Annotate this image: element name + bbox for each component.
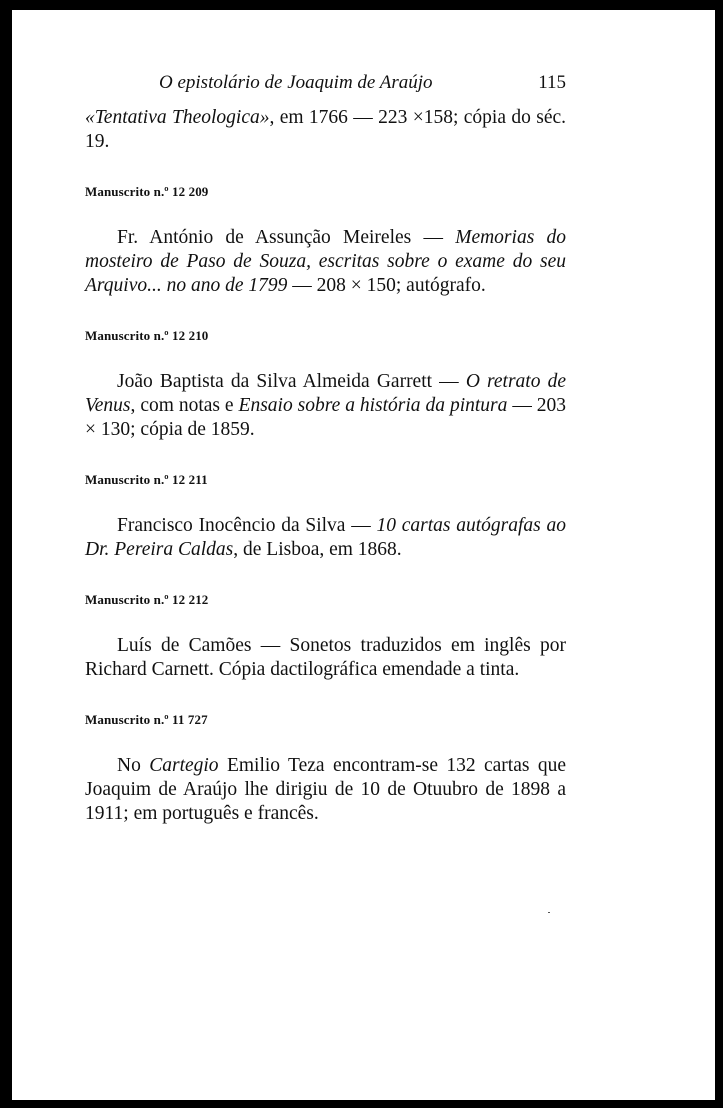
running-title: O epistolário de Joaquim de Araújo <box>159 72 433 93</box>
entry-paragraph-1 <box>85 226 566 298</box>
entry-paragraph-2 <box>85 370 566 442</box>
entry-2-seg-4: — 203 × 130; cópia de 1859. <box>85 395 567 440</box>
scan-speck <box>548 912 550 913</box>
entry-5-seg-2: Emilio Teza encontram-se 132 cartas que Joaquim de Araújo lhe dirigiu de 10 de Otuubro de 1898 a 1911; em português e francês. <box>85 755 566 824</box>
entry-1-seg-2: — 208 × 150; autógrafo. <box>287 275 486 296</box>
entry-5-seg-1: Cartegio <box>149 755 219 776</box>
entry-4-seg-0: Luís de Camões — Sonetos traduzidos em inglês por Richard Carnett. Cópia dactilográfica emendade a tinta. <box>85 635 566 680</box>
entry-2-seg-2: , com notas e <box>130 395 239 416</box>
entry-1-seg-1: Memorias do mosteiro de Paso de Souza, escritas sobre o exame do seu Arquivo... no ano de 1799 <box>85 227 567 296</box>
entry-1-seg-0: Fr. António de Assunção Meireles — <box>117 227 456 248</box>
running-head <box>85 72 566 102</box>
manuscript-label-4: Manuscrito n.º 12 212 <box>85 592 209 607</box>
book-page <box>12 10 715 1100</box>
entry-2-seg-1: O retrato de Venus <box>85 371 566 416</box>
entry-paragraph-3 <box>85 514 566 562</box>
entry-0-seg-1: , em 1766 — 223 ×158; cópia do séc. 19. <box>85 107 567 152</box>
manuscript-label-2: Manuscrito n.º 12 210 <box>85 328 209 343</box>
entry-3-seg-2: , de Lisboa, em 1868. <box>233 539 402 560</box>
entry-0-seg-0: «Tentativa Theologica» <box>85 107 270 128</box>
manuscript-label-1: Manuscrito n.º 12 209 <box>85 184 209 199</box>
page-content <box>85 72 566 826</box>
entry-paragraph-0 <box>85 106 566 154</box>
manuscript-label-5: Manuscrito n.º 11 727 <box>85 712 208 727</box>
entry-2-seg-3: Ensaio sobre a história da pintura <box>238 395 508 416</box>
entry-paragraph-5 <box>85 754 566 826</box>
entry-5-seg-0: No <box>117 755 150 776</box>
entry-paragraph-4 <box>85 634 566 682</box>
entry-3-seg-0: Francisco Inocêncio da Silva — <box>117 515 377 536</box>
entry-2-seg-0: João Baptista da Silva Almeida Garrett — <box>117 371 466 392</box>
manuscript-label-3: Manuscrito n.º 12 211 <box>85 472 208 487</box>
page-number: 115 <box>538 72 566 93</box>
entry-3-seg-1: 10 cartas autógrafas ao Dr. Pereira Caldas <box>85 515 566 560</box>
